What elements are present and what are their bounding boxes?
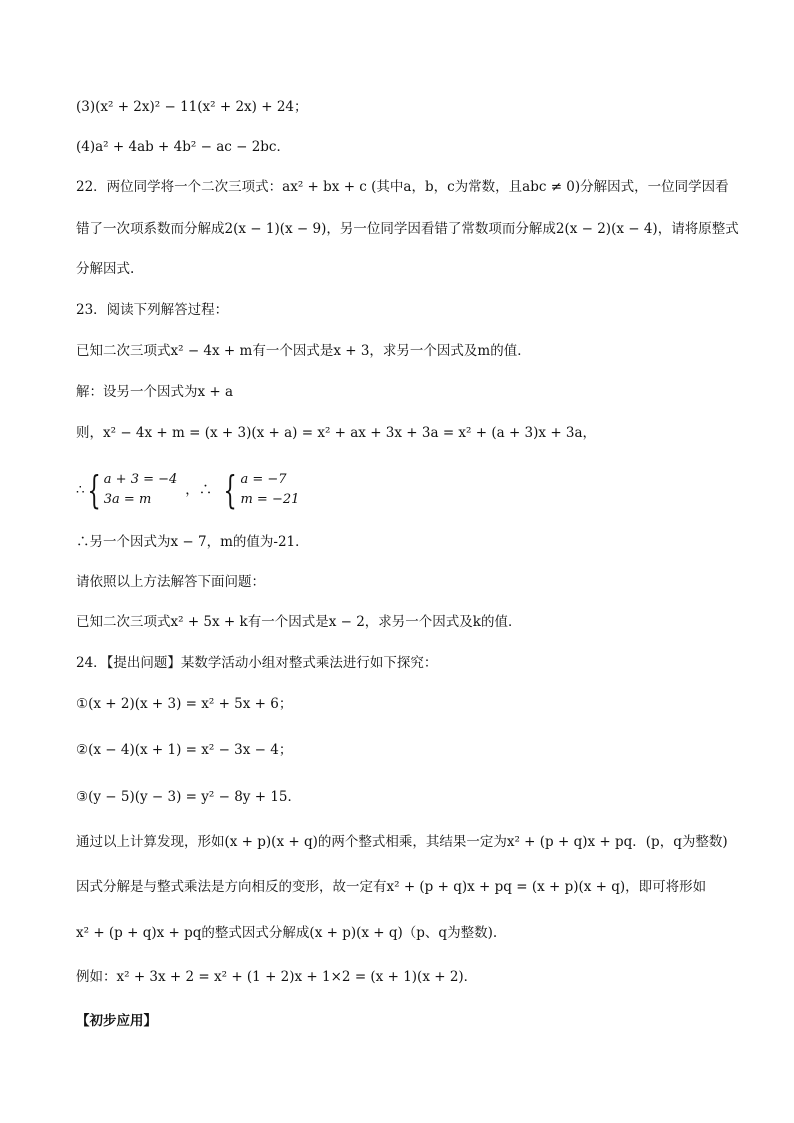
question-22-line: 错了一次项系数而分解成2(x − 1)(x − 9)，另一位同学因看错了常数项而分解成2(x − 2)(x − 4)，请将原整式 [76,221,739,237]
question-24-example: ①(x + 2)(x + 3) = x² + 5x + 6； [76,696,293,712]
question-24-line: 24．【提出问题】某数学活动小组对整式乘法进行如下探究： [76,655,438,671]
system-eq: 3a = m [103,492,152,507]
equation-system [76,468,299,512]
left-brace-icon: { [223,468,238,512]
question-22-line: 22．两位同学将一个二次三项式：ax² + bx + c (其中a，b，c为常数，且abc ≠ 0)分解因式，一位同学因看 [76,179,729,195]
system-left [104,470,178,510]
question-24-example: ②(x − 4)(x + 1) = x² − 3x − 4； [76,742,293,758]
question-23-line: 23．阅读下列解答过程： [76,302,229,318]
question-24-example: ③(y − 5)(y − 3) = y² − 8y + 15． [76,789,302,805]
left-brace-icon: { [87,468,101,512]
system-separator: ，∴ [185,482,213,498]
question-23-line: 则，x² − 4x + m = (x + 3)(x + a) = x² + ax + 3x + 3a = x² + (a + 3)x + 3a， [76,425,597,441]
question-24-line: 通过以上计算发现，形如(x + p)(x + q)的两个整式相乘，其结果一定为x² + (p + q)x + pq．(p，q为整数) [76,834,728,850]
question-23-line: 已知二次三项式x² + 5x + k有一个因式是x − 2，求另一个因式及k的值． [76,614,522,630]
system-eq: a + 3 = −4 [103,472,178,487]
question-24-line: 因式分解是与整式乘法是方向相反的变形，故一定有x² + (p + q)x + pq = (x + p)(x + q)，即可将形如 [76,879,707,895]
question-24-line: 例如：x² + 3x + 2 = x² + (1 + 2)x + 1×2 = (x + 1)(x + 2)． [76,969,478,985]
line: (4)a² + 4ab + 4b² − ac − 2bc． [76,139,290,155]
system-eq: m = −21 [240,492,300,507]
question-23-line: 解：设另一个因式为x + a [76,384,234,400]
section-heading: 【初步应用】 [76,1013,157,1029]
question-23-line: ∴另一个因式为x − 7，m的值为-21． [76,534,309,550]
question-24-line: x² + (p + q)x + pq的整式因式分解成(x + p)(x + q)（p、q为整数). [76,925,498,941]
therefore-symbol: ∴ [76,482,85,498]
line: (3)(x² + 2x)² − 11(x² + 2x) + 24； [76,99,308,115]
question-23-line: 已知二次三项式x² − 4x + m有一个因式是x + 3，求另一个因式及m的值． [76,343,531,359]
question-22-line: 分解因式. [76,261,135,277]
system-eq: a = −7 [240,472,287,487]
question-23-line: 请依照以上方法解答下面问题： [76,574,265,590]
system-right [240,470,299,510]
